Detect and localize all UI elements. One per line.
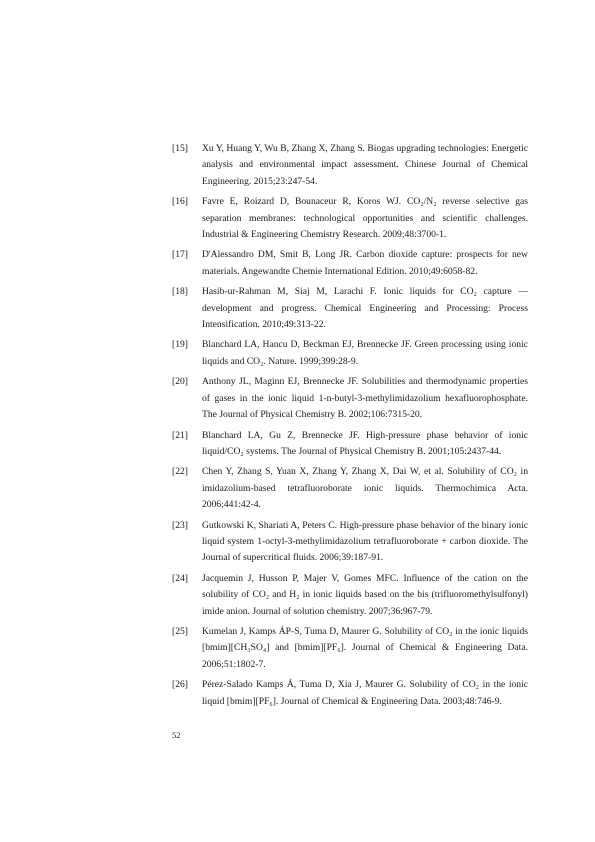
reference-text: Xu Y, Huang Y, Wu B, Zhang X, Zhang S. Biogas upgrading technologies: Energetic analysis and environmental impact assessment. Chinese Journal of Chemical Engineering. 2015;23:247-54.	[202, 143, 528, 187]
reference-number: [19]	[172, 339, 188, 351]
reference-item	[172, 337, 528, 370]
reference-text: Blanchard LA, Hancu D, Beckman EJ, Brennecke JF. Green processing using ionic liquids and CO₂. Nature. 1999;399:28-9.	[202, 339, 528, 367]
reference-text: Blanchard LA, Gu Z, Brennecke JF. High-pressure phase behavior of ionic liquid/CO₂ systems. The Journal of Physical Chemistry B. 2001;105:2437-44.	[202, 429, 528, 457]
reference-item	[172, 677, 528, 710]
reference-number: [17]	[172, 249, 188, 261]
reference-item	[172, 194, 528, 243]
reference-text: Jacquemin J, Husson P, Majer V, Gomes MFC. Influence of the cation on the solubility of CO₂ and H₂ in ionic liquids based on the bis (trifluoromethylsulfonyl) imide anion. Journal of solution chemistry. 2007;36:967-79.	[202, 572, 528, 617]
reference-text: Gutkowski K, Shariati A, Peters C. High-pressure phase behavior of the binary ionic liquid system 1-octyl-3-methylimidazolium tetrafluoroborate + carbon dioxide. The Journal of supercritical fluids. 2006;39:187-91.	[202, 519, 528, 564]
reference-text: Kumelan J, Kamps ÁP-S, Tuma D, Maurer G. Solubility of CO₂ in the ionic liquids [bmim][CH₃SO₄] and [bmim][PF₆]. Journal of Chemical & Engineering Data. 2006;51:1802-7.	[202, 625, 528, 670]
reference-number: [24]	[172, 572, 188, 584]
reference-list	[172, 141, 528, 714]
reference-number: [21]	[172, 429, 188, 441]
reference-text: Chen Y, Zhang S, Yuan X, Zhang Y, Zhang X, Dai W, et al. Solubility of CO₂ in imidazolium-based tetrafluoroborate ionic liquids. Thermochimica Acta. 2006;441:42-4.	[202, 466, 528, 511]
reference-item	[172, 624, 528, 673]
reference-text: D'Alessandro DM, Smit B, Long JR. Carbon dioxide capture: prospects for new materials. Angewandte Chemie International Edition. 2010;49:6058-82.	[202, 249, 528, 277]
reference-item	[172, 141, 528, 190]
reference-item	[172, 247, 528, 280]
reference-number: [25]	[172, 625, 188, 637]
reference-number: [16]	[172, 196, 188, 208]
page-number: 52	[172, 730, 181, 740]
reference-item	[172, 374, 528, 423]
reference-number: [18]	[172, 286, 188, 298]
reference-item	[172, 518, 528, 567]
reference-number: [23]	[172, 519, 188, 531]
reference-number: [20]	[172, 376, 188, 388]
reference-number: [26]	[172, 679, 188, 691]
reference-item	[172, 428, 528, 461]
reference-text: Anthony JL, Maginn EJ, Brennecke JF. Solubilities and thermodynamic properties of gases in the ionic liquid 1-n-butyl-3-methylimidazolium hexafluorophosphate. The Journal of Physical Chemistry B. 2002;106:7315-20.	[202, 376, 528, 421]
reference-item	[172, 464, 528, 513]
reference-text: Favre E, Roizard D, Bounaceur R, Koros WJ. CO₂/N₂ reverse selective gas separation membranes: technological opportunities and scientific challenges. Industrial & Engineering Chemistry Research. 2009;48:3700-1.	[202, 196, 528, 241]
reference-item	[172, 571, 528, 620]
reference-item	[172, 284, 528, 333]
reference-number: [22]	[172, 466, 188, 478]
reference-text: Hasib-ur-Rahman M, Siaj M, Larachi F. Ionic liquids for CO₂ capture — development and progress. Chemical Engineering and Processing: Process Intensification. 2010;49:313-22.	[202, 286, 528, 331]
reference-text: Pérez-Salado Kamps Á, Tuma D, Xia J, Maurer G. Solubility of CO₂ in the ionic liquid [bmim][PF₆]. Journal of Chemical & Engineering Data. 2003;48:746-9.	[202, 679, 528, 707]
reference-number: [15]	[172, 143, 188, 154]
